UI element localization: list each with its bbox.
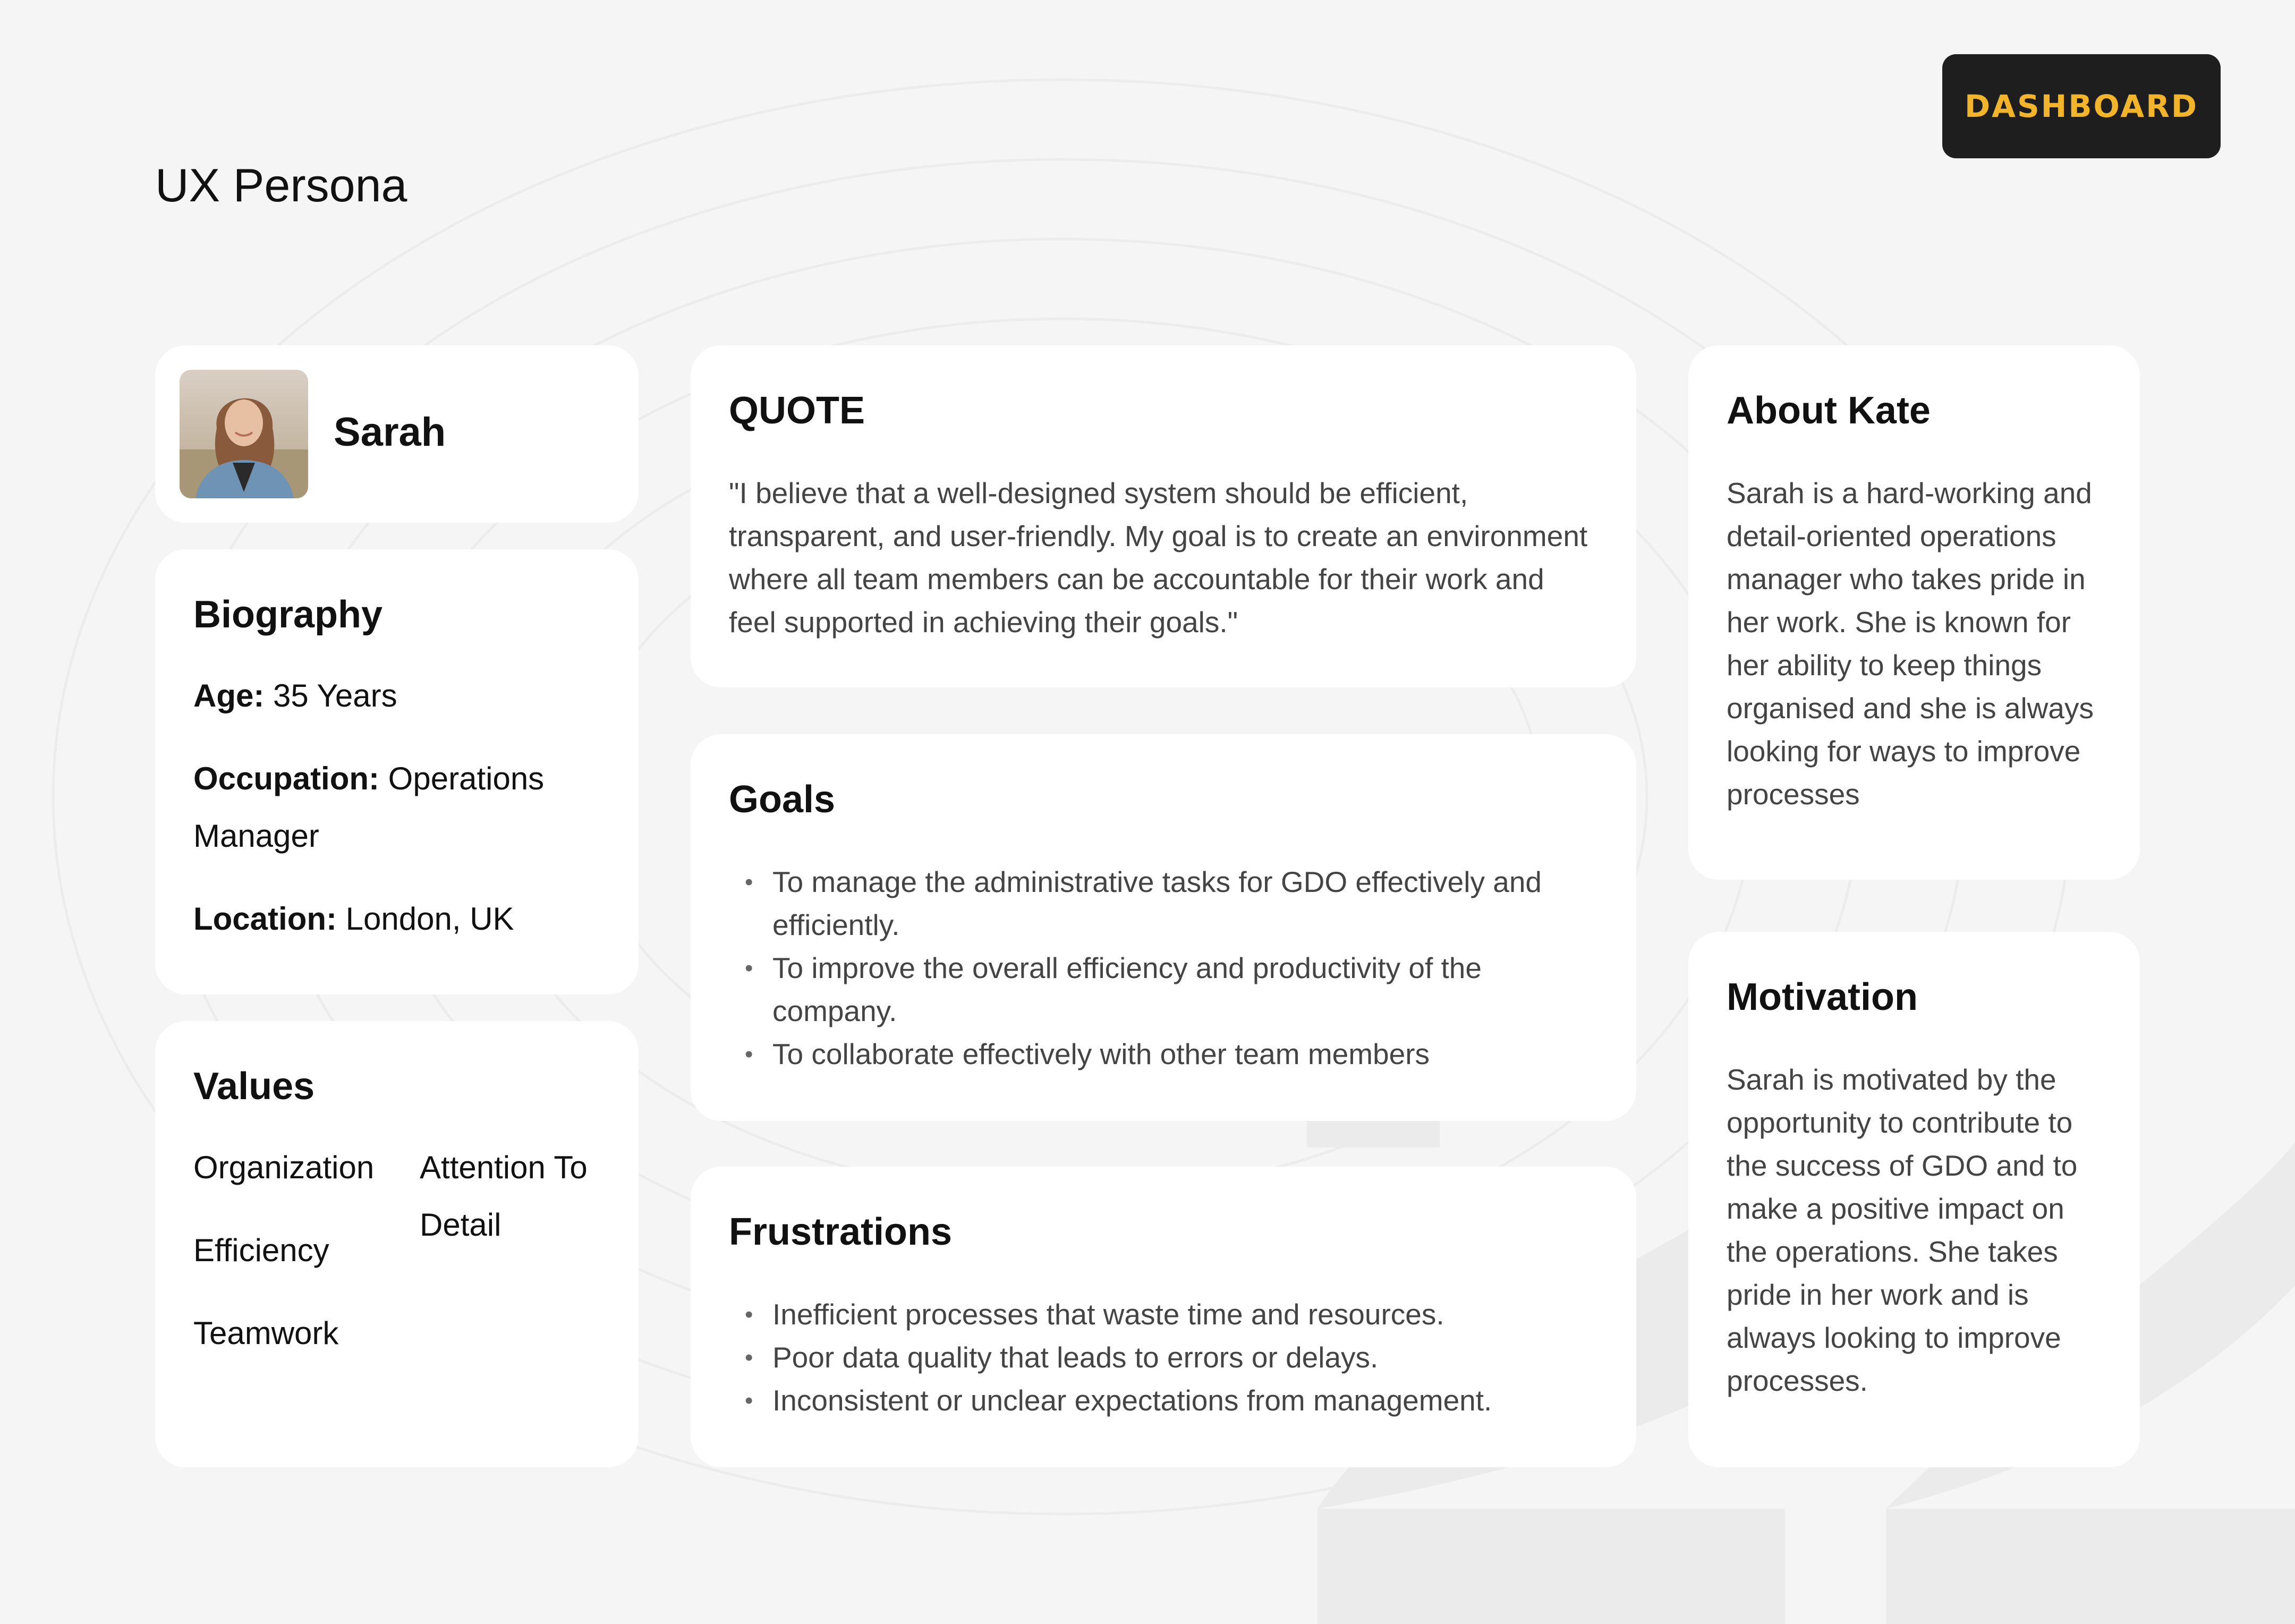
about-text: Sarah is a hard-working and detail-oriented operations manager who takes pride in her work. She is known for her ability to keep things organised and she is always looking for ways to improve processes xyxy=(1727,477,2094,811)
bio-value: Operations Manager xyxy=(193,761,545,854)
person-photo-icon xyxy=(180,370,308,498)
list-item: • To manage the administrative tasks for GDO effectively and efficiently. xyxy=(729,861,1598,947)
quote-text: "I believe that a well-designed system should be efficient, transparent, and user-friendly. My goal is to create an environment where all team members can be accountable for their work and feel supported in achieving their goals." xyxy=(729,477,1588,639)
avatar xyxy=(180,370,308,498)
frustrations-heading: Frustrations xyxy=(729,1211,953,1253)
quote-heading: QUOTE xyxy=(729,389,865,432)
page-title: UX Persona xyxy=(155,159,407,211)
persona-name: Sarah xyxy=(334,410,446,455)
bio-location xyxy=(193,890,600,948)
goals-heading: Goals xyxy=(729,778,836,821)
bio-age xyxy=(193,667,600,725)
motivation-heading: Motivation xyxy=(1727,976,1918,1018)
biography-heading: Biography xyxy=(193,593,383,636)
list-item: • Inconsistent or unclear expectations from management. xyxy=(729,1379,1598,1422)
list-item: • Poor data quality that leads to errors or delays. xyxy=(729,1336,1598,1379)
motivation-text: Sarah is motivated by the opportunity to contribute to the success of GDO and to make a positive impact on the operations. She takes pride in her work and is always looking to improve processes. xyxy=(1727,1063,2078,1398)
profile-card xyxy=(155,345,639,523)
dashboard-button[interactable]: DASHBOARD xyxy=(1942,54,2221,158)
bio-value: London, UK xyxy=(336,901,514,937)
list-item: • To collaborate effectively with other team members xyxy=(729,1033,1598,1076)
list-item: • To improve the overall efficiency and productivity of the company. xyxy=(729,947,1598,1033)
frustrations-card xyxy=(691,1167,1636,1467)
frustrations-list xyxy=(729,1293,1598,1422)
about-heading: About Kate xyxy=(1727,389,1931,432)
value-item: Organization xyxy=(193,1150,375,1186)
biography-card xyxy=(155,549,639,994)
list-item: • Inefficient processes that waste time and resources. xyxy=(729,1293,1598,1336)
about-card xyxy=(1688,345,2140,880)
bio-label: Occupation: xyxy=(193,761,380,797)
biography-list xyxy=(193,667,600,948)
goals-list xyxy=(729,861,1598,1076)
quote-card xyxy=(691,345,1636,687)
bio-label: Age: xyxy=(193,678,265,714)
bio-occupation xyxy=(193,750,600,865)
goals-card xyxy=(691,734,1636,1121)
values-card xyxy=(155,1021,639,1467)
motivation-card xyxy=(1688,932,2140,1467)
value-item: Efficiency xyxy=(193,1232,329,1269)
value-item: Teamwork xyxy=(193,1315,339,1351)
value-item: Attention To Detail xyxy=(420,1150,588,1243)
values-heading: Values xyxy=(193,1065,315,1108)
bio-value: 35 Years xyxy=(264,678,397,714)
bio-label: Location: xyxy=(193,901,337,937)
